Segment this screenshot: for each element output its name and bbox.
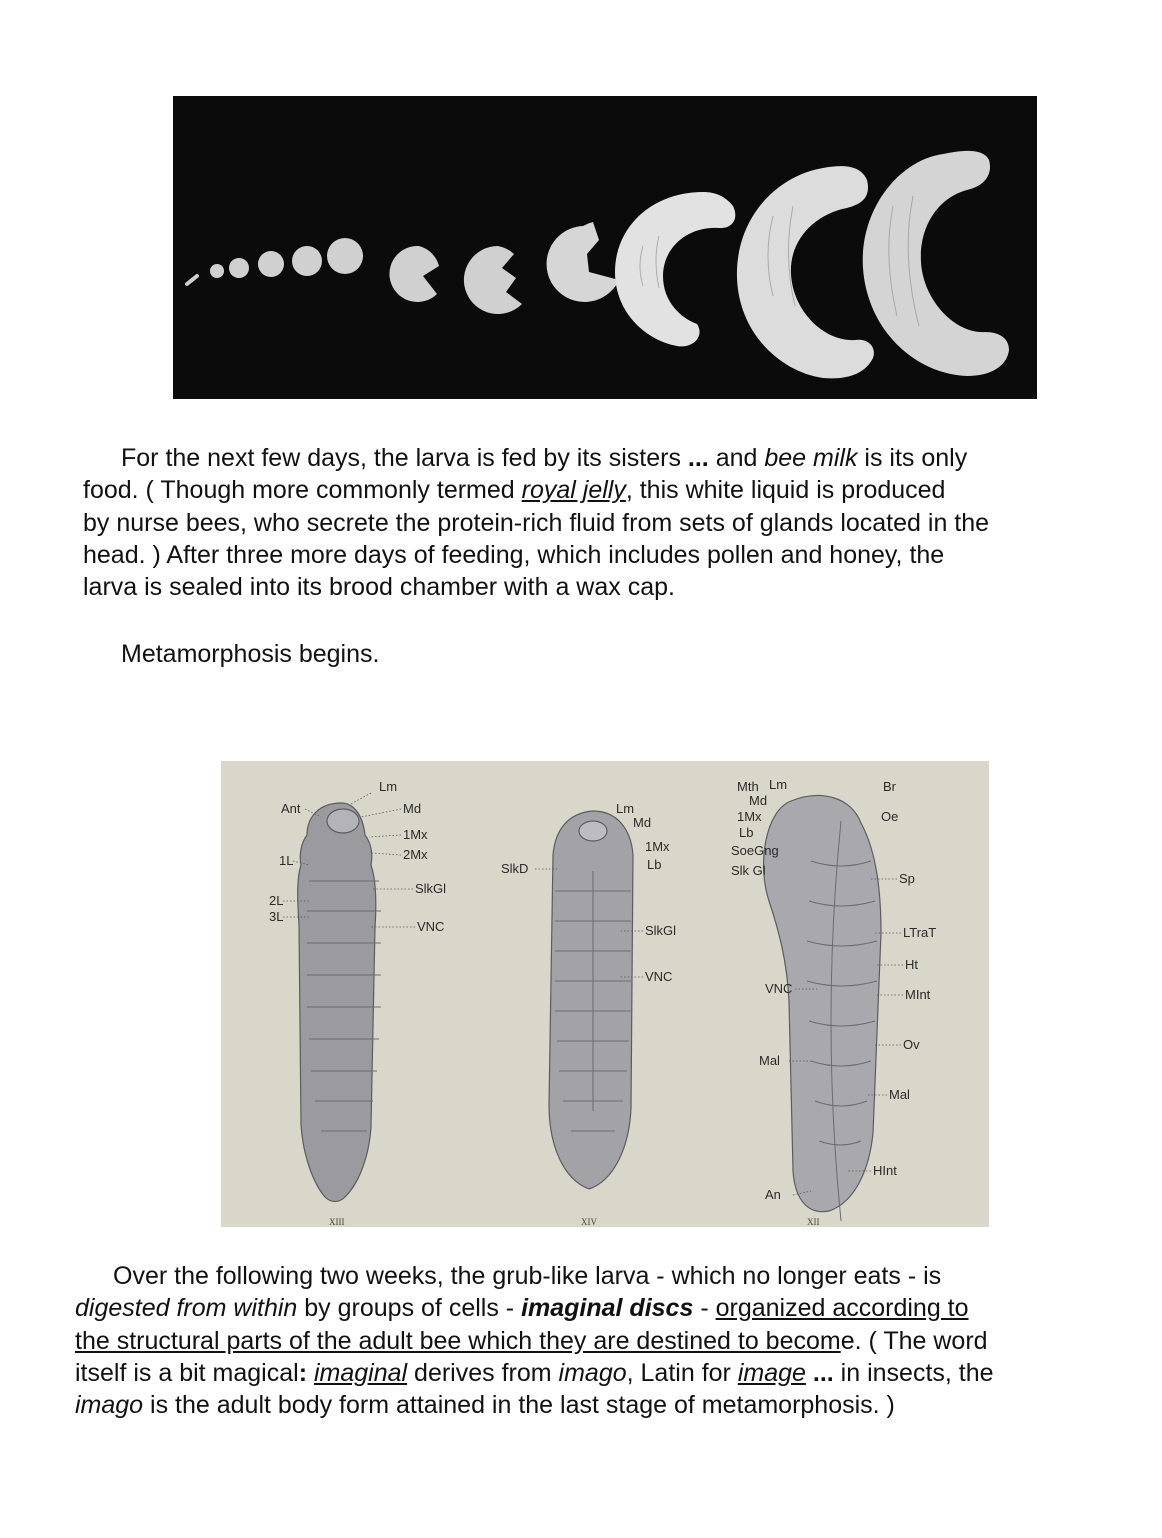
label-c-br: Br xyxy=(883,779,896,794)
label-a-lm: Lm xyxy=(379,779,398,794)
label-a-1mx: 1Mx xyxy=(403,827,428,842)
label-c-lb: Lb xyxy=(739,825,754,840)
p1-line2-end: , this white liquid is produced xyxy=(625,476,946,505)
p3-imaginal-discs: imaginal discs xyxy=(521,1294,694,1323)
p1-line2-text: food. ( Though more commonly termed xyxy=(83,476,515,505)
label-c-lm: Lm xyxy=(769,777,788,792)
p1-line5: larva is sealed into its brood chamber with a wax cap. xyxy=(83,573,675,602)
label-a-md: Md xyxy=(403,801,422,816)
anatomy-plate xyxy=(221,761,989,1227)
label-a-2mx: 2Mx xyxy=(403,847,428,862)
label-b-md: Md xyxy=(633,815,652,830)
figure-b xyxy=(549,811,633,1189)
p3-structural-parts: the structural parts of the adult bee which they are destined to becom xyxy=(75,1326,841,1355)
plate-number-a: XIII xyxy=(329,1217,345,1227)
p3-line1: Over the following two weeks, the grub-like larva - which no longer eats - is xyxy=(113,1262,942,1290)
p3-line4-text: itself is a bit magical xyxy=(75,1358,299,1387)
label-a-ant: Ant xyxy=(281,801,301,816)
larva-growth-illustration xyxy=(173,96,1037,399)
paragraph-metamorphosis xyxy=(121,638,379,670)
p1-ellipsis: ... xyxy=(687,444,709,472)
paragraph-feeding xyxy=(83,442,989,603)
label-c-oe: Oe xyxy=(881,809,899,824)
label-c-soegng: SoeGng xyxy=(731,843,779,858)
label-b-vnc: VNC xyxy=(645,969,673,984)
p3-imago-2: imago xyxy=(75,1391,144,1420)
label-c-slkgl: Slk Gl xyxy=(731,863,766,878)
label-c-ov: Ov xyxy=(903,1037,920,1052)
p1-royal-jelly: royal jelly xyxy=(521,476,626,505)
label-c-1mx: 1Mx xyxy=(737,809,762,824)
figure-a xyxy=(298,803,381,1202)
label-c-md: Md xyxy=(749,793,768,808)
label-c-vnc: VNC xyxy=(765,981,793,996)
label-b-lb: Lb xyxy=(647,857,662,872)
label-b-1mx: 1Mx xyxy=(645,839,670,854)
p3-colon: : xyxy=(298,1358,308,1387)
label-b-lm: Lm xyxy=(616,801,635,816)
p2-text: Metamorphosis begins. xyxy=(121,640,380,668)
label-c-mth: Mth xyxy=(737,779,759,794)
p3-imago: imago xyxy=(558,1358,627,1387)
p1-and: and xyxy=(715,444,758,472)
p1-line1-text: For the next few days, the larva is fed by its sisters xyxy=(121,444,681,472)
label-c-an: An xyxy=(765,1187,781,1202)
p3-image: image xyxy=(737,1358,806,1387)
label-a-1l: 1L xyxy=(279,853,294,868)
p1-line1-end: is its only xyxy=(864,444,968,472)
p3-organized: organized according to xyxy=(715,1294,969,1323)
p3-line2-text: by groups of cells - xyxy=(304,1294,515,1323)
label-c-ht: Ht xyxy=(905,957,918,972)
label-c-ltrat: LTraT xyxy=(903,925,937,940)
p3-dash: - xyxy=(700,1294,709,1323)
p1-line4: head. ) After three more days of feeding, which includes pollen and honey, the xyxy=(83,540,945,569)
p3-latin: , Latin for xyxy=(626,1358,731,1387)
label-a-3l: 3L xyxy=(269,909,284,924)
label-a-2l: 2L xyxy=(269,893,284,908)
p3-line3-end: e. ( The word xyxy=(840,1326,988,1355)
p3-ellipsis: ... xyxy=(812,1358,834,1387)
label-c-mal-right: Mal xyxy=(889,1087,910,1102)
label-c-mint: MInt xyxy=(905,987,931,1002)
plate-number-b: XIV xyxy=(581,1217,597,1227)
p3-imaginal: imaginal xyxy=(313,1358,408,1387)
p1-line3: by nurse bees, who secrete the protein-rich fluid from sets of glands located in the xyxy=(83,508,990,537)
label-c-hint: HInt xyxy=(873,1163,897,1178)
label-b-slkgl: SlkGl xyxy=(645,923,677,938)
p3-digested: digested from within xyxy=(75,1294,298,1323)
label-a-vnc: VNC xyxy=(417,919,445,934)
anatomy-illustration xyxy=(221,761,989,1227)
label-c-sp: Sp xyxy=(899,871,915,886)
label-c-mal-left: Mal xyxy=(759,1053,780,1068)
larva-growth-photo xyxy=(173,96,1037,399)
label-a-slkgl: SlkGl xyxy=(415,881,447,896)
p3-line5: is the adult body form attained in the last stage of metamorphosis. ) xyxy=(150,1391,895,1420)
label-b-slkd: SlkD xyxy=(501,861,529,876)
plate-number-c: XII xyxy=(807,1217,820,1227)
p1-bee-milk: bee milk xyxy=(764,444,858,472)
p3-line4-end: in insects, the xyxy=(840,1358,994,1387)
paragraph-imaginal-discs xyxy=(75,1260,994,1421)
p3-derives: derives from xyxy=(414,1358,552,1387)
